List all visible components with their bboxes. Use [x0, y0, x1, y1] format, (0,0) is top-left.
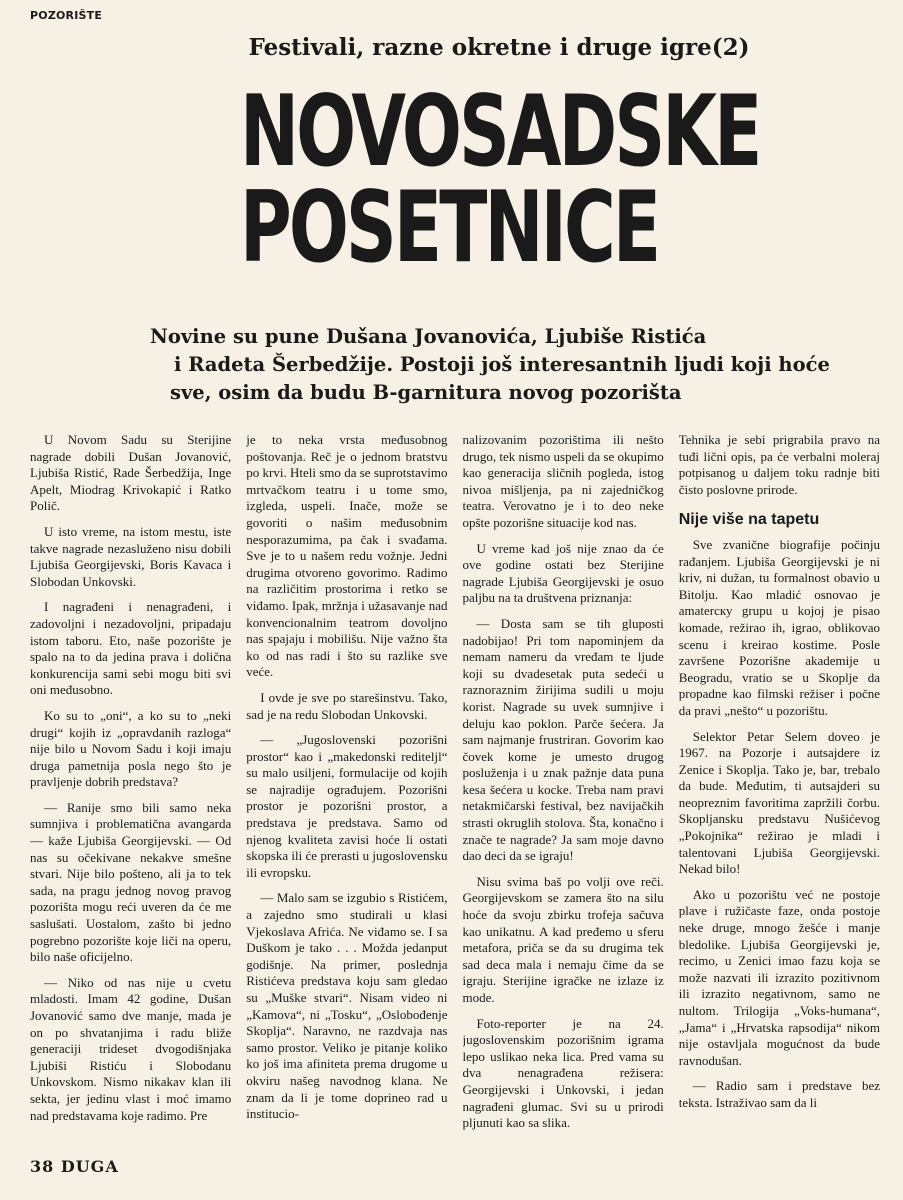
paragraph: U Novom Sadu su Sterijine nagrade dobili Dušan Jovanović, Ljubiša Ristić, Rade Šerbedžija, Inge Apelt, Miodrag Krivokapić i Ratko Polič.	[30, 432, 232, 514]
page-folio: 38 DUGA	[30, 1157, 119, 1176]
paragraph: — Dosta sam se tih gluposti nadobijao! Pri tom napominjem da nemam nameru da vređam te ljude koji su dvadesetak puta sedeći u raznoraznim žirijima sudili u moju korist. Nagrade su uvek sumnjive i deluju kao poklon. Parče šećera. Ja sam najmanje frustriran. Govorim kao čovek kome je umesto drugog posluženja i u znak pažnje data puna kesa šećera u kocke. Treba nam pravi netakmičarski festival, bez navijačkih strasti okruglih stolova. Šta, konačno i znače te nagrade? Ja sam moje davno dao deci da se igraju!	[462, 615, 664, 864]
article-body	[30, 432, 880, 1152]
paragraph: nalizovanim pozorištima ili nešto drugo, tek nismo uspeli da se okupimo kao generacija sličnih pogleda, istog nivoa mišljenja, pa ni zajedničkog teatra. Verovatno je i to deo neke opšte pozorišne situacije kod nas.	[462, 432, 664, 530]
paragraph: U isto vreme, na istom mestu, iste takve nagrade nezasluženo nisu dobili Ljubiša Georgijevski, Boris Kavaca i Slobodan Unkovski.	[30, 523, 232, 589]
subheading: Nije više na tapetu	[678, 511, 820, 529]
paragraph: Foto-reporter je na 24. jugoslovenskim pozorišnim igrama lepo uslikao neka lica. Pred vama su dva nenagrađena režisera: Georgijevski i Unkovski, i jedan nagrađeni glumac. Svi su u prirodi pljunuti kao sa slika.	[462, 1015, 664, 1131]
paragraph: je to neka vrsta međusobnog poštovanja. Reč je o jednom bratstvu po krvi. Hteli smo da se suprotstavimo mrtvačkom teatru i u tome smo, izgleda, uspeli. Inače, može se govoriti o našim međusobnim nesporazumima, pa čak i svađama. Sve je to u našem redu vožnje. Jedni drugima otvoreno govorimo. Radimo na različitim prostorima i retko se viđamo. Ipak, mržnja i užasavanje nad konvencionalnim teatrom dovoljno nas spajaju i mobilišu. Nije važno šta ko od nas radi i što su razlike sve veće.	[246, 432, 448, 680]
article-headline	[240, 75, 760, 286]
deck-line-2: i Radeta Šerbedžije. Postoji još interesantnih ljudi koji hoće	[174, 353, 830, 376]
paragraph: — Ranije smo bili samo neka sumnjiva i problematična avangarda — kaže Ljubiša Georgijevski. — Od nas su očekivane nekakve smešne stvari. Nije bilo pošteno, ali ja to tek sada, na pragu jednog novog pravog pozorišta mogu reći uveren da će me saslušati. Uostalom, zašto bi jedno pogrebno pozorište koje liči na operu, bilo naše oficijelno.	[30, 799, 232, 965]
paragraph: Sve zvanične biografije počinju rađanjem. Ljubiša Georgijevski je ni kriv, ni dužan, tu formalnost obavio u Bitolju. Kao mladić osnovao je amaterску grupu u kojoj je pisao komade, režirao ih, igrao, oblikovao scenu i kreirao kostime. Posle završene Pozorišne akademije u Beogradu, vratio se u Skoplje da propadne kao filmski režiser i počne da pravi „nešto“ u pozorištu.	[678, 536, 880, 718]
paragraph: Tehnika je sebi prigrabila pravo na tuđi lični opis, pa će verbalni moleraj potpisanog u daljem toku radnje biti čisto poslovne prirode.	[678, 432, 880, 497]
paragraph: — Niko od nas nije u cvetu mladosti. Imam 42 godine, Dušan Jovanović samo dve manje, mada je on po shvatanjima i radu bliže generaciji trideset dvogodišnjaka Ljubiši Ristiću i Slobodanu Unkovskom. Nismo nikakav klan ili sekta, jer jedinu vlast i moć imamo nad predstavama koje radimo. Pre	[30, 974, 232, 1123]
column-1	[30, 432, 231, 1152]
column-3	[463, 432, 664, 1152]
paragraph: Ko su to „oni“, a ko su to „neki drugi“ kojih iz „opravdanih razloga“ nije bilo u Novom Sadu i koji imaju druga pametnija posla nego što je pravljenje dobrih predstava?	[30, 707, 232, 790]
article-deck	[150, 323, 885, 407]
paragraph: Nisu svima baš po volji ove reči. Georgijevskom se zamera što na silu hoće da svoju zbirku trofeja sačuva kao unikatnu. A kad pređemo u sferu metafora, priča se da su drugima tek sad deca mala i nemaju čime da se igraju. Sterijine igračke ne izlaze iz mode.	[462, 873, 664, 1005]
paragraph: U vreme kad još nije znao da će ove godine ostati bez Sterijine nagrade Ljubiša Georgijevski je osuo paljbu na ta društvena priznanja:	[462, 540, 664, 606]
deck-line-3: sve, osim da budu B-garnitura novog pozorišta	[170, 381, 682, 404]
section-label: POZORIŠTE	[30, 9, 103, 22]
paragraph: Ako u pozorištu već ne postoje plave i ružičaste faze, onda postoje neke druge, mnogo žešće i manje bledolike. Ljubiša Georgijevski je, recimo, u Zenici imao fazu koja se može nazvati ili izrazito pozitivnom ili izrazito negativnom, samo ne nultom. Trilogija „Voks-humana“, „Jama“ i „Hrvatska rapsodija“ nikom nije ostavljala mogućnost da bude ravnodušan.	[678, 886, 880, 1068]
column-4	[679, 432, 880, 1152]
paragraph: I ovde je sve po starešinstvu. Tako, sad je na redu Slobodan Unkovski.	[246, 689, 448, 722]
deck-line-1: Novine su pune Dušana Jovanovića, Ljubiše Ristića	[150, 325, 707, 348]
article-kicker: Festivali, razne okretne i druge igre(2)	[248, 34, 750, 61]
paragraph: I nagrađeni i nenagrađeni, i zadovoljni i nezadovoljni, pripadaju istom taboru. Eto, naše pozorište je spalo na to da jedina prava i dolična konkurencija sami sebi mogu biti svi oni međusobno.	[30, 599, 232, 698]
headline-line-1: NOVOSADSKE	[240, 75, 760, 189]
column-2	[246, 432, 447, 1152]
paragraph: Selektor Petar Selem doveo je 1967. na Pozorje i autsajdere iz Zenice i Skoplja. Tako je, bar, trebalo da bude. Međutim, ti autsajderi su neopreznim favoritima zapržili čorbu. Skopljansku predstavu Nušićevog „Pokojnika“ režirao je mladi i talentovani Ljubiša Georgijevski. Nekad bilo!	[678, 728, 880, 877]
paragraph: — „Jugoslovenski pozorišni prostor“ kao i „makedonski rediteljl“ su malo usiljeni, formulacije od kojih se najradije ograđujem. Pozorišni prostor je pozorišni prostor, a predstava je predstava. Samo od njenog kvaliteta zavisi hoće li ostati skopska ili će prerasti u jugoslovensku ili evropsku.	[246, 732, 448, 880]
paragraph: — Radio sam i predstave bez teksta. Istraživao sam da li	[678, 1078, 880, 1110]
paragraph: — Malo sam se izgubio s Ristićem, a zajedno smo studirali u klasi Vjekoslava Afrića. Ne viđamo se. I sa Duškom je tako . . . Možda jedanput godišnje. Na primer, poslednja Ristićeva predstava koju sam gledao su „Muške stvari“. Nisam video ni „Kamova“, ni „Tosku“, „Oslobođenje Skoplja“. Naravno, ne razdvaja nas samo prostor. Veliko je pitanje koliko ko još ima afiniteta prema drugome u okviru našeg navodnog klana. Ne znam da li je tome doprineo rad u institucio-	[246, 890, 448, 1122]
headline-line-2: POSETNICE	[240, 171, 659, 286]
